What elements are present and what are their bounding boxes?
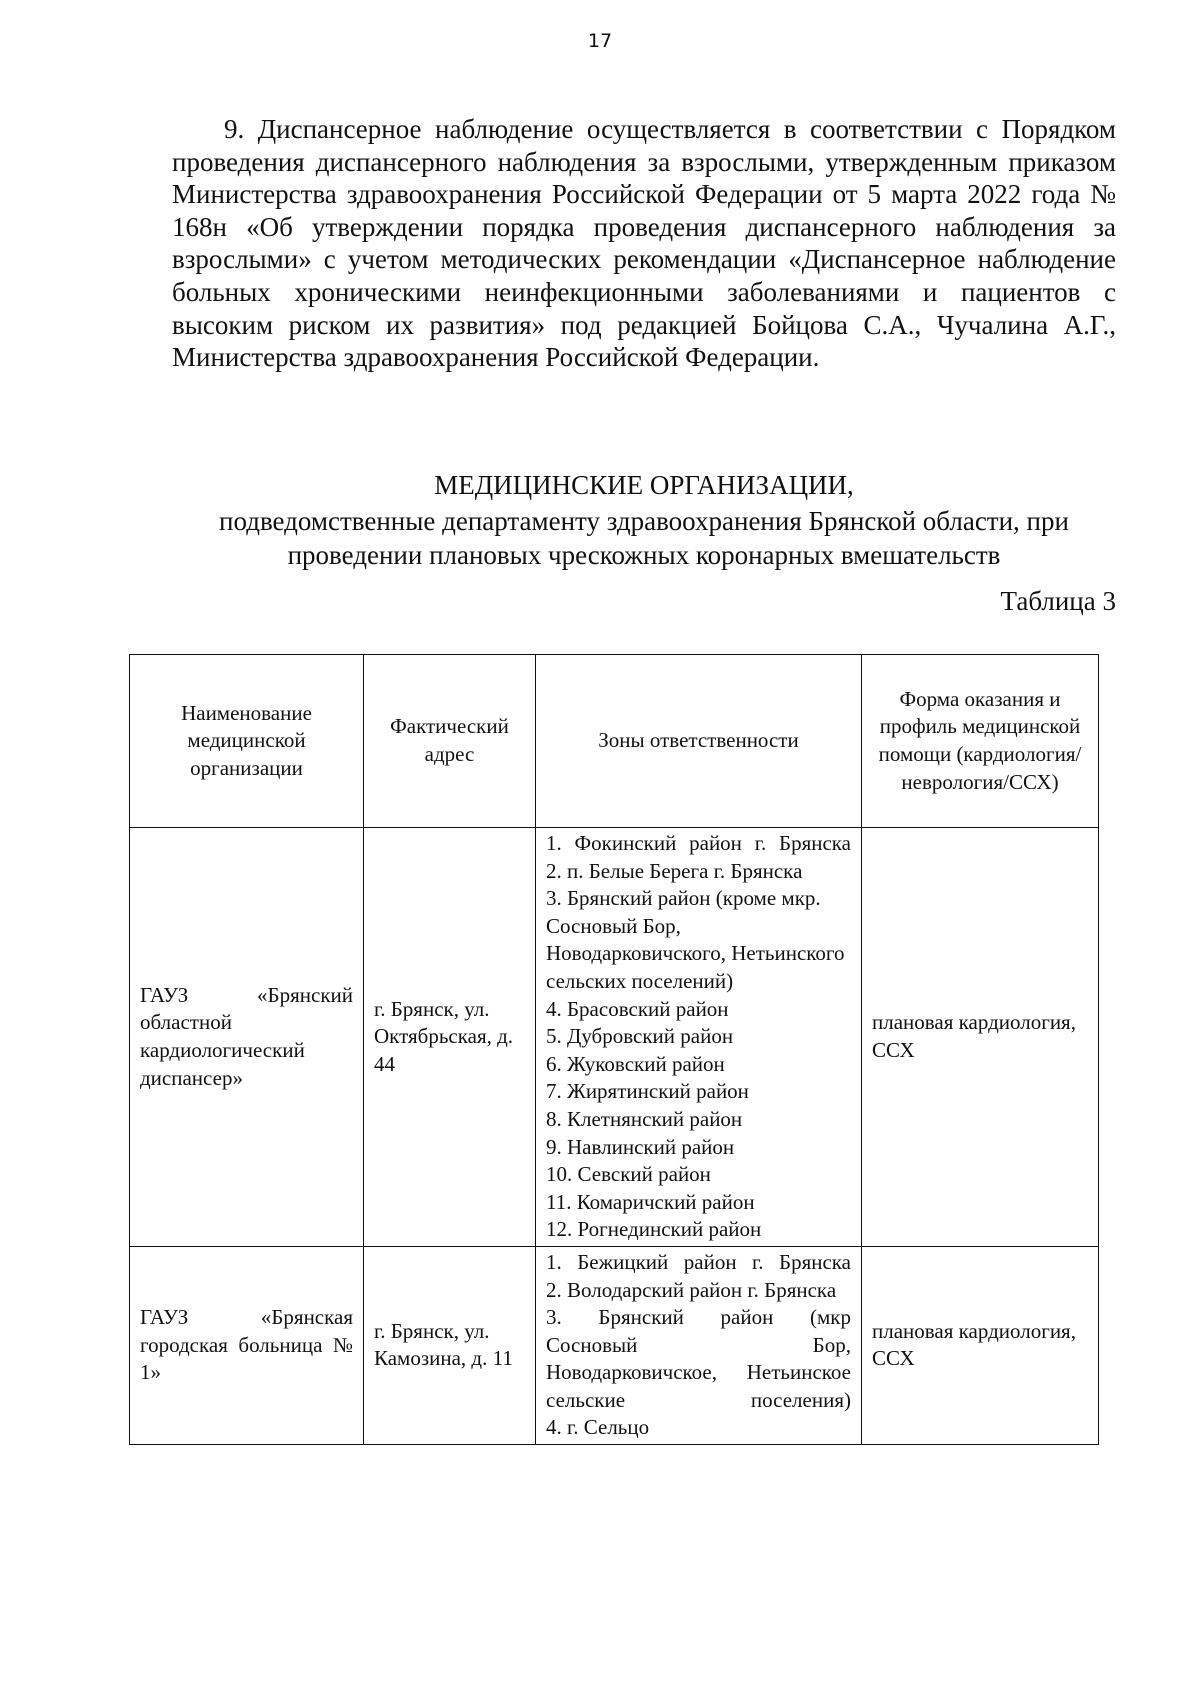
care-form-cell: плановая кардиология, ССХ (862, 1246, 1099, 1444)
zone-item: 12. Рогнединский район (546, 1217, 762, 1242)
header-form: Форма оказания и профиль медицинской помощи (кардиология/ неврология/ССХ) (862, 655, 1099, 828)
zone-item: 3. Брянский район (кроме мкр. Сосновый Бор, Новодарковичского, Нетьинского сельских поселений) (546, 886, 845, 993)
zone-item: 11. Комаричский район (546, 1189, 755, 1214)
care-form-cell: плановая кардиология, ССХ (862, 828, 1099, 1247)
org-name-cell: ГАУЗ «Брянская городская больница № 1» (130, 1246, 364, 1444)
zone-item: 5. Дубровский район (546, 1024, 734, 1049)
zone-item: 8. Клетнянский район (546, 1106, 743, 1131)
zones-cell (536, 1246, 862, 1444)
header-zones: Зоны ответственности (536, 655, 862, 828)
zone-item: 3. Брянский район (мкр Сосновый Бор, Новодарковичское, Нетьинское сельские поселения) (546, 1305, 851, 1412)
section-title: МЕДИЦИНСКИЕ ОРГАНИЗАЦИИ, (434, 470, 854, 500)
table-header-row (130, 655, 1099, 828)
zone-item: 1. Фокинский район г. Брянска (546, 831, 851, 855)
org-name-cell: ГАУЗ «Брянский областной кардиологический диспансер» (130, 828, 364, 1247)
zone-item: 4. Брасовский район (546, 996, 729, 1021)
zones-cell (536, 828, 862, 1247)
zone-item: 2. п. Белые Берега г. Брянска (546, 858, 803, 883)
zone-item: 10. Севский район (546, 1162, 711, 1187)
organizations-table (129, 654, 1099, 1445)
org-address-cell: г. Брянск, ул. Камозина, д. 11 (364, 1246, 536, 1444)
zone-item: 2. Володарский район г. Брянска (546, 1277, 837, 1302)
zone-item: 9. Навлинский район (546, 1134, 735, 1159)
zone-item: 6. Жуковский район (546, 1051, 725, 1076)
zone-item: 1. Бежицкий район г. Брянска (546, 1249, 851, 1274)
page-number: 17 (587, 30, 613, 52)
table-caption: Таблица 3 (1000, 586, 1116, 616)
zone-item: 4. г. Сельцо (546, 1415, 650, 1440)
header-name: Наименование медицинской организации (130, 655, 364, 828)
section-subtitle: подведомственные департаменту здравоохранения Брянской области, при проведении плановых чрескожных коронарных вмешательств (219, 506, 1069, 570)
zone-item: 7. Жирятинский район (546, 1079, 749, 1104)
org-address-cell: г. Брянск, ул. Октябрьская, д. 44 (364, 828, 536, 1247)
header-address: Фактический адрес (364, 655, 536, 828)
table-row (130, 828, 1099, 1247)
body-paragraph: 9. Диспансерное наблюдение осуществляется в соответствии с Порядком проведения диспансерного наблюдения за взрослыми, утвержденным приказом Министерства здравоохранения Российской Федерации от 5 марта 2022 года № 168н «Об утверждении порядка проведения диспансерного наблюдения за взрослыми» с учетом методических рекомендации «Диспансерное наблюдение больных хроническими неинфекционными заболеваниями и пациентов с высоким риском их развития» под редакцией Бойцова С.А., Чучалина А.Г., Министерства здравоохранения Российской Федерации. (172, 114, 1116, 373)
table-row (130, 1246, 1099, 1444)
